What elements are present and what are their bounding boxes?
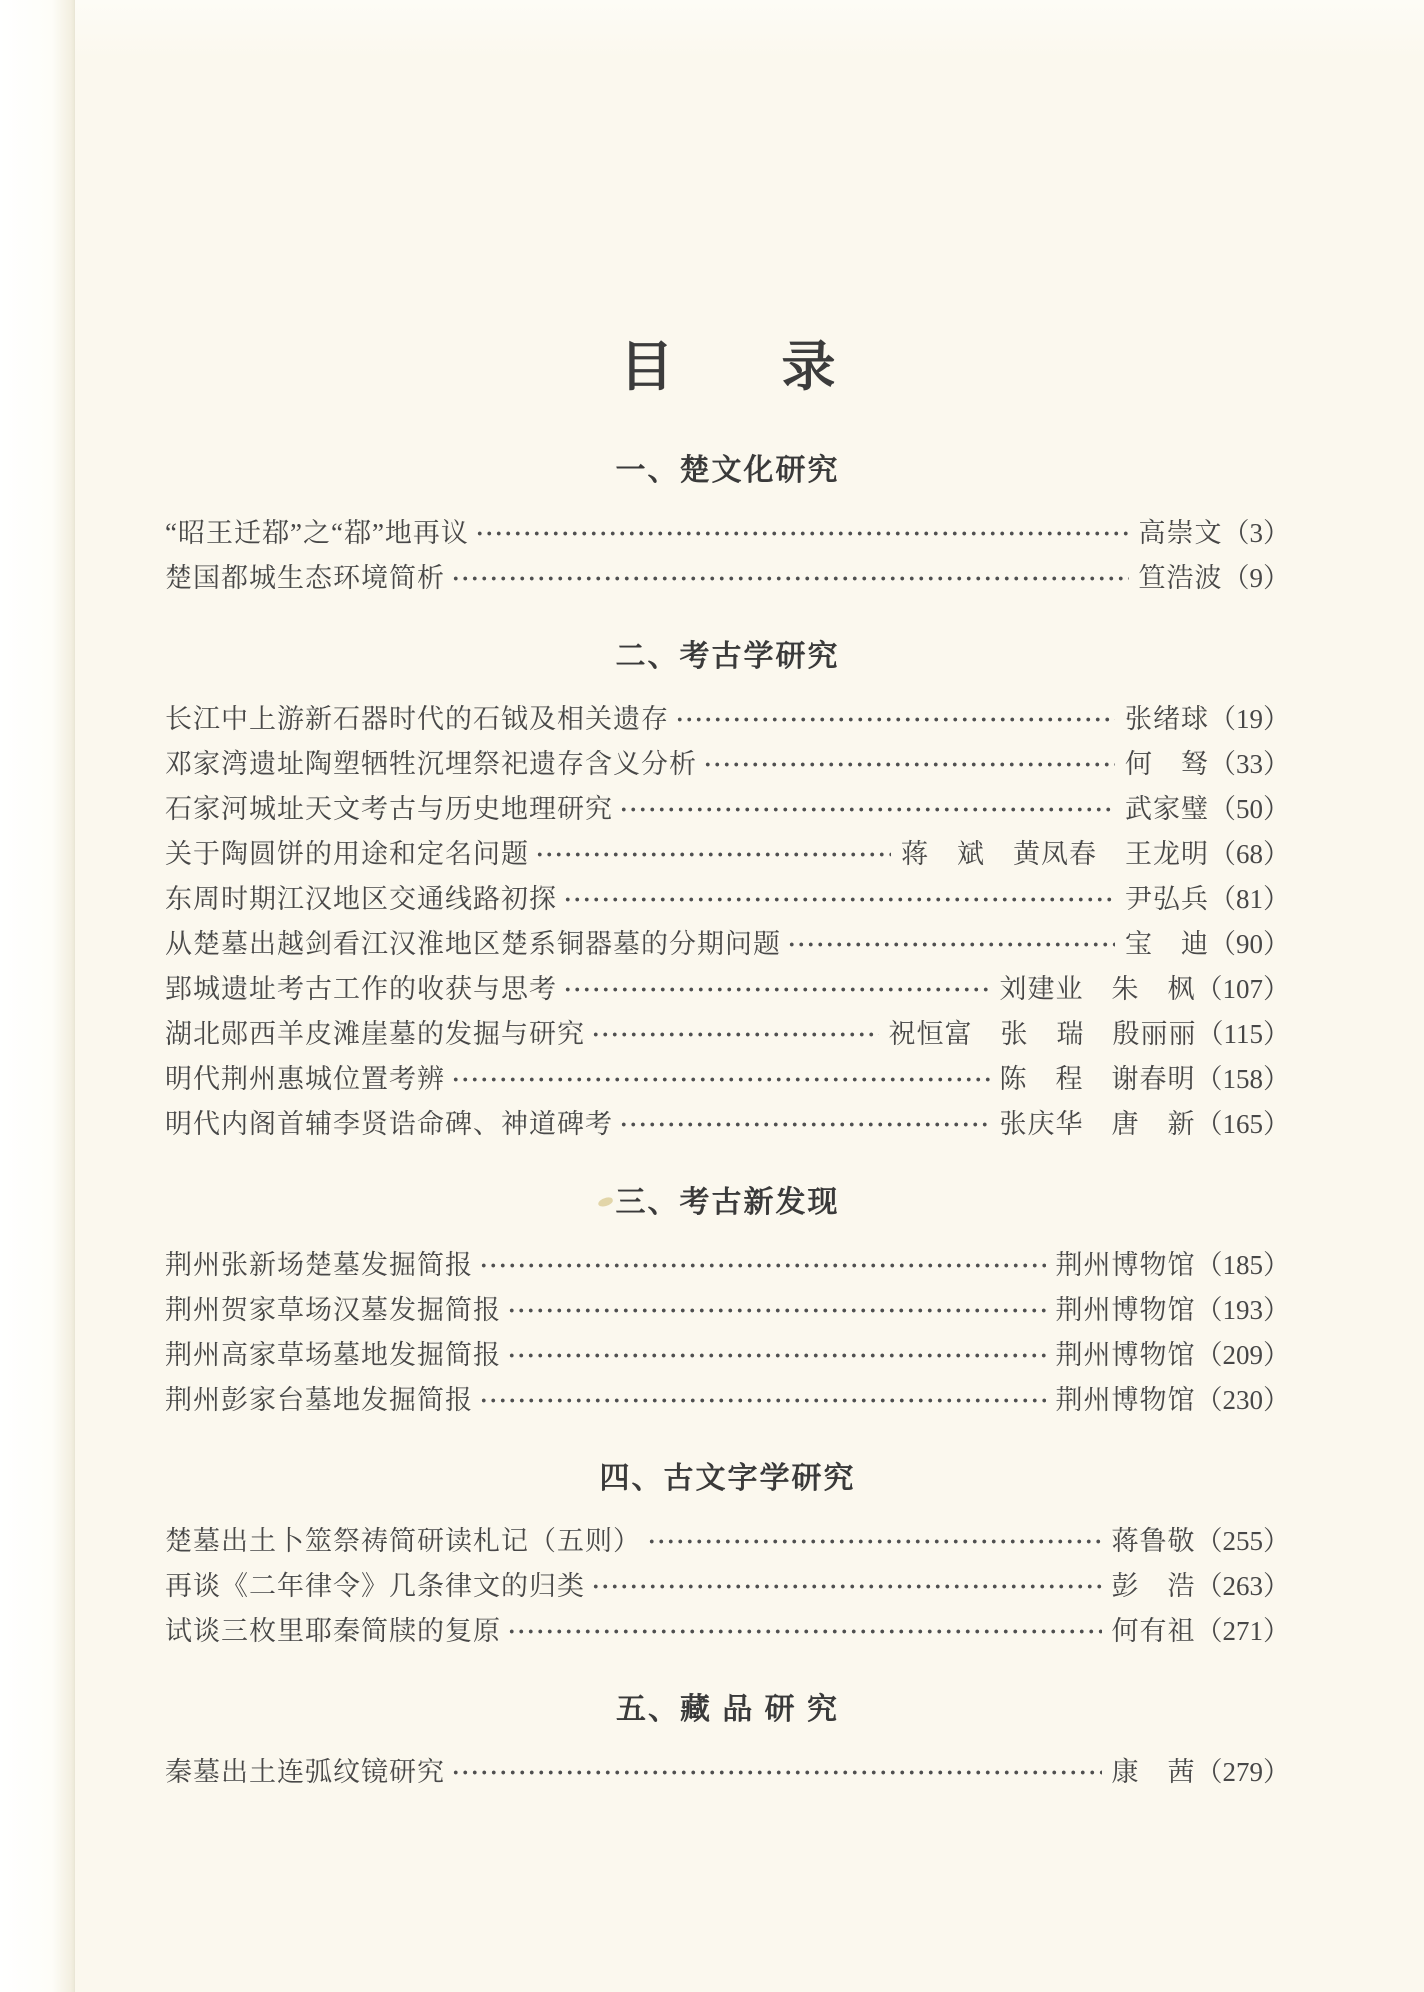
- dot-leader: [619, 1102, 990, 1147]
- toc-entry: [165, 1564, 1290, 1609]
- toc-entry: [165, 1519, 1290, 1564]
- entry-page-number: （50）: [1209, 794, 1290, 824]
- entry-authors: 宝 迪: [1125, 929, 1209, 959]
- entry-authors: 荆州博物馆: [1055, 1385, 1196, 1415]
- dot-leader: [479, 1243, 1046, 1288]
- entry-title: 荆州贺家草场汉墓发掘简报: [165, 1295, 501, 1325]
- toc-entry: [165, 877, 1290, 922]
- entry-title: “昭王迁鄀”之“鄀”地再议: [165, 518, 469, 548]
- dot-leader: [507, 1288, 1046, 1333]
- entry-title: 石家河城址天文考古与历史地理研究: [165, 794, 613, 824]
- toc-entry: [165, 922, 1290, 967]
- entry-title: 秦墓出土连弧纹镜研究: [165, 1757, 445, 1787]
- entry-title: 湖北郧西羊皮滩崖墓的发掘与研究: [165, 1019, 585, 1049]
- section-heading: 四、古文字学研究: [599, 1462, 856, 1495]
- entry-page-number: （271）: [1195, 1616, 1290, 1646]
- entry-authors: 张庆华 唐 新: [999, 1109, 1196, 1139]
- entry-page-number: （90）: [1209, 929, 1290, 959]
- dot-leader: [475, 511, 1129, 556]
- toc-entry: [165, 1609, 1290, 1654]
- toc-entry: [165, 1057, 1290, 1102]
- entry-page-number: （230）: [1195, 1385, 1290, 1415]
- dot-leader: [647, 1519, 1102, 1564]
- entry-page-number: （68）: [1209, 839, 1290, 869]
- entry-authors: 陈 程 谢春明: [999, 1064, 1196, 1094]
- dot-leader: [535, 832, 891, 877]
- entry-authors: 刘建业 朱 枫: [999, 974, 1196, 1004]
- entry-title: 关于陶圆饼的用途和定名问题: [165, 839, 529, 869]
- toc-entry: [165, 556, 1290, 601]
- entry-page-number: （9）: [1222, 563, 1290, 593]
- entry-title: 从楚墓出越剑看江汉淮地区楚系铜器墓的分期问题: [165, 929, 781, 959]
- dot-leader: [787, 922, 1115, 967]
- entry-authors: 蒋 斌 黄凤春 王龙明: [901, 839, 1209, 869]
- entry-authors: 尹弘兵: [1125, 884, 1209, 914]
- dot-leader: [591, 1012, 879, 1057]
- entry-title: 东周时期江汉地区交通线路初探: [165, 884, 557, 914]
- entry-authors: 武家璧: [1125, 794, 1209, 824]
- entry-authors: 蒋鲁敬: [1111, 1526, 1196, 1556]
- entry-page-number: （115）: [1196, 1019, 1290, 1049]
- dot-leader: [563, 877, 1115, 922]
- entry-page-number: （3）: [1222, 518, 1290, 548]
- dot-leader: [451, 1750, 1102, 1795]
- entry-title: 郢城遗址考古工作的收获与思考: [165, 974, 557, 1004]
- entry-title: 楚国都城生态环境简析: [165, 563, 445, 593]
- dot-leader: [619, 787, 1115, 832]
- toc-entry: [165, 1333, 1290, 1378]
- toc-entry: [165, 1288, 1290, 1333]
- entry-page-number: （263）: [1195, 1571, 1290, 1601]
- dot-leader: [703, 742, 1115, 787]
- toc-entry: [165, 832, 1290, 877]
- entry-title: 荆州张新场楚墓发掘简报: [165, 1250, 473, 1280]
- entry-title: 荆州彭家台墓地发掘简报: [165, 1385, 473, 1415]
- entry-title: 楚墓出土卜筮祭祷简研读札记（五则）: [165, 1526, 641, 1556]
- toc-entry: [165, 511, 1290, 556]
- entry-page-number: （107）: [1195, 974, 1290, 1004]
- toc-entry: [165, 742, 1290, 787]
- entry-page-number: （81）: [1209, 884, 1290, 914]
- entry-authors: 祝恒富 张 瑞 殷丽丽: [888, 1019, 1197, 1049]
- toc-entry: [165, 787, 1290, 832]
- entry-title: 试谈三枚里耶秦简牍的复原: [165, 1616, 501, 1646]
- dot-leader: [479, 1378, 1046, 1423]
- entry-page-number: （19）: [1209, 704, 1290, 734]
- entry-authors: 高崇文: [1138, 518, 1223, 548]
- entry-authors: 荆州博物馆: [1055, 1340, 1196, 1370]
- toc-entry: [165, 1102, 1290, 1147]
- dot-leader: [451, 1057, 990, 1102]
- entry-page-number: （193）: [1195, 1295, 1290, 1325]
- page-edge-shadow: [0, 0, 75, 1992]
- dot-leader: [675, 697, 1115, 742]
- entry-authors: 荆州博物馆: [1055, 1250, 1196, 1280]
- entry-page-number: （255）: [1195, 1526, 1290, 1556]
- entry-authors: 荆州博物馆: [1055, 1295, 1196, 1325]
- toc-entry: [165, 1243, 1290, 1288]
- toc-entry: [165, 967, 1290, 1012]
- section-heading: 三、考古新发现: [615, 1186, 840, 1219]
- entry-page-number: （158）: [1195, 1064, 1290, 1094]
- entry-title: 长江中上游新石器时代的石钺及相关遗存: [165, 704, 669, 734]
- dot-leader: [507, 1333, 1046, 1378]
- dot-leader: [563, 967, 990, 1012]
- toc-entry: [165, 1012, 1290, 1057]
- entry-page-number: （165）: [1195, 1109, 1290, 1139]
- entry-authors: 彭 浩: [1111, 1571, 1196, 1601]
- dot-leader: [591, 1564, 1102, 1609]
- toc-entry: [165, 1750, 1290, 1795]
- entry-title: 明代内阁首辅李贤诰命碑、神道碑考: [165, 1109, 613, 1139]
- entry-authors: 何有祖: [1111, 1616, 1196, 1646]
- entry-authors: 康 茜: [1111, 1757, 1196, 1787]
- section-heading: 二、考古学研究: [615, 640, 840, 673]
- entry-title: 邓家湾遗址陶塑牺牲沉埋祭祀遗存含义分析: [165, 749, 697, 779]
- entry-authors: 笪浩波: [1138, 563, 1223, 593]
- dot-leader: [451, 556, 1129, 601]
- entry-page-number: （279）: [1195, 1757, 1290, 1787]
- entry-authors: 何 驽: [1125, 749, 1209, 779]
- entry-title: 明代荆州惠城位置考辨: [165, 1064, 445, 1094]
- dot-leader: [507, 1609, 1102, 1654]
- entry-authors: 张绪球: [1125, 704, 1209, 734]
- toc-entry: [165, 1378, 1290, 1423]
- section-heading: 一、楚文化研究: [615, 454, 840, 487]
- entry-page-number: （185）: [1195, 1250, 1290, 1280]
- entry-page-number: （33）: [1209, 749, 1290, 779]
- page-title: 目 录: [619, 337, 836, 397]
- entry-title: 荆州高家草场墓地发掘简报: [165, 1340, 501, 1370]
- toc-entry: [165, 697, 1290, 742]
- toc-content: [165, 455, 1290, 1795]
- section-heading: 五、藏 品 研 究: [615, 1693, 839, 1726]
- entry-page-number: （209）: [1195, 1340, 1290, 1370]
- entry-title: 再谈《二年律令》几条律文的归类: [165, 1571, 585, 1601]
